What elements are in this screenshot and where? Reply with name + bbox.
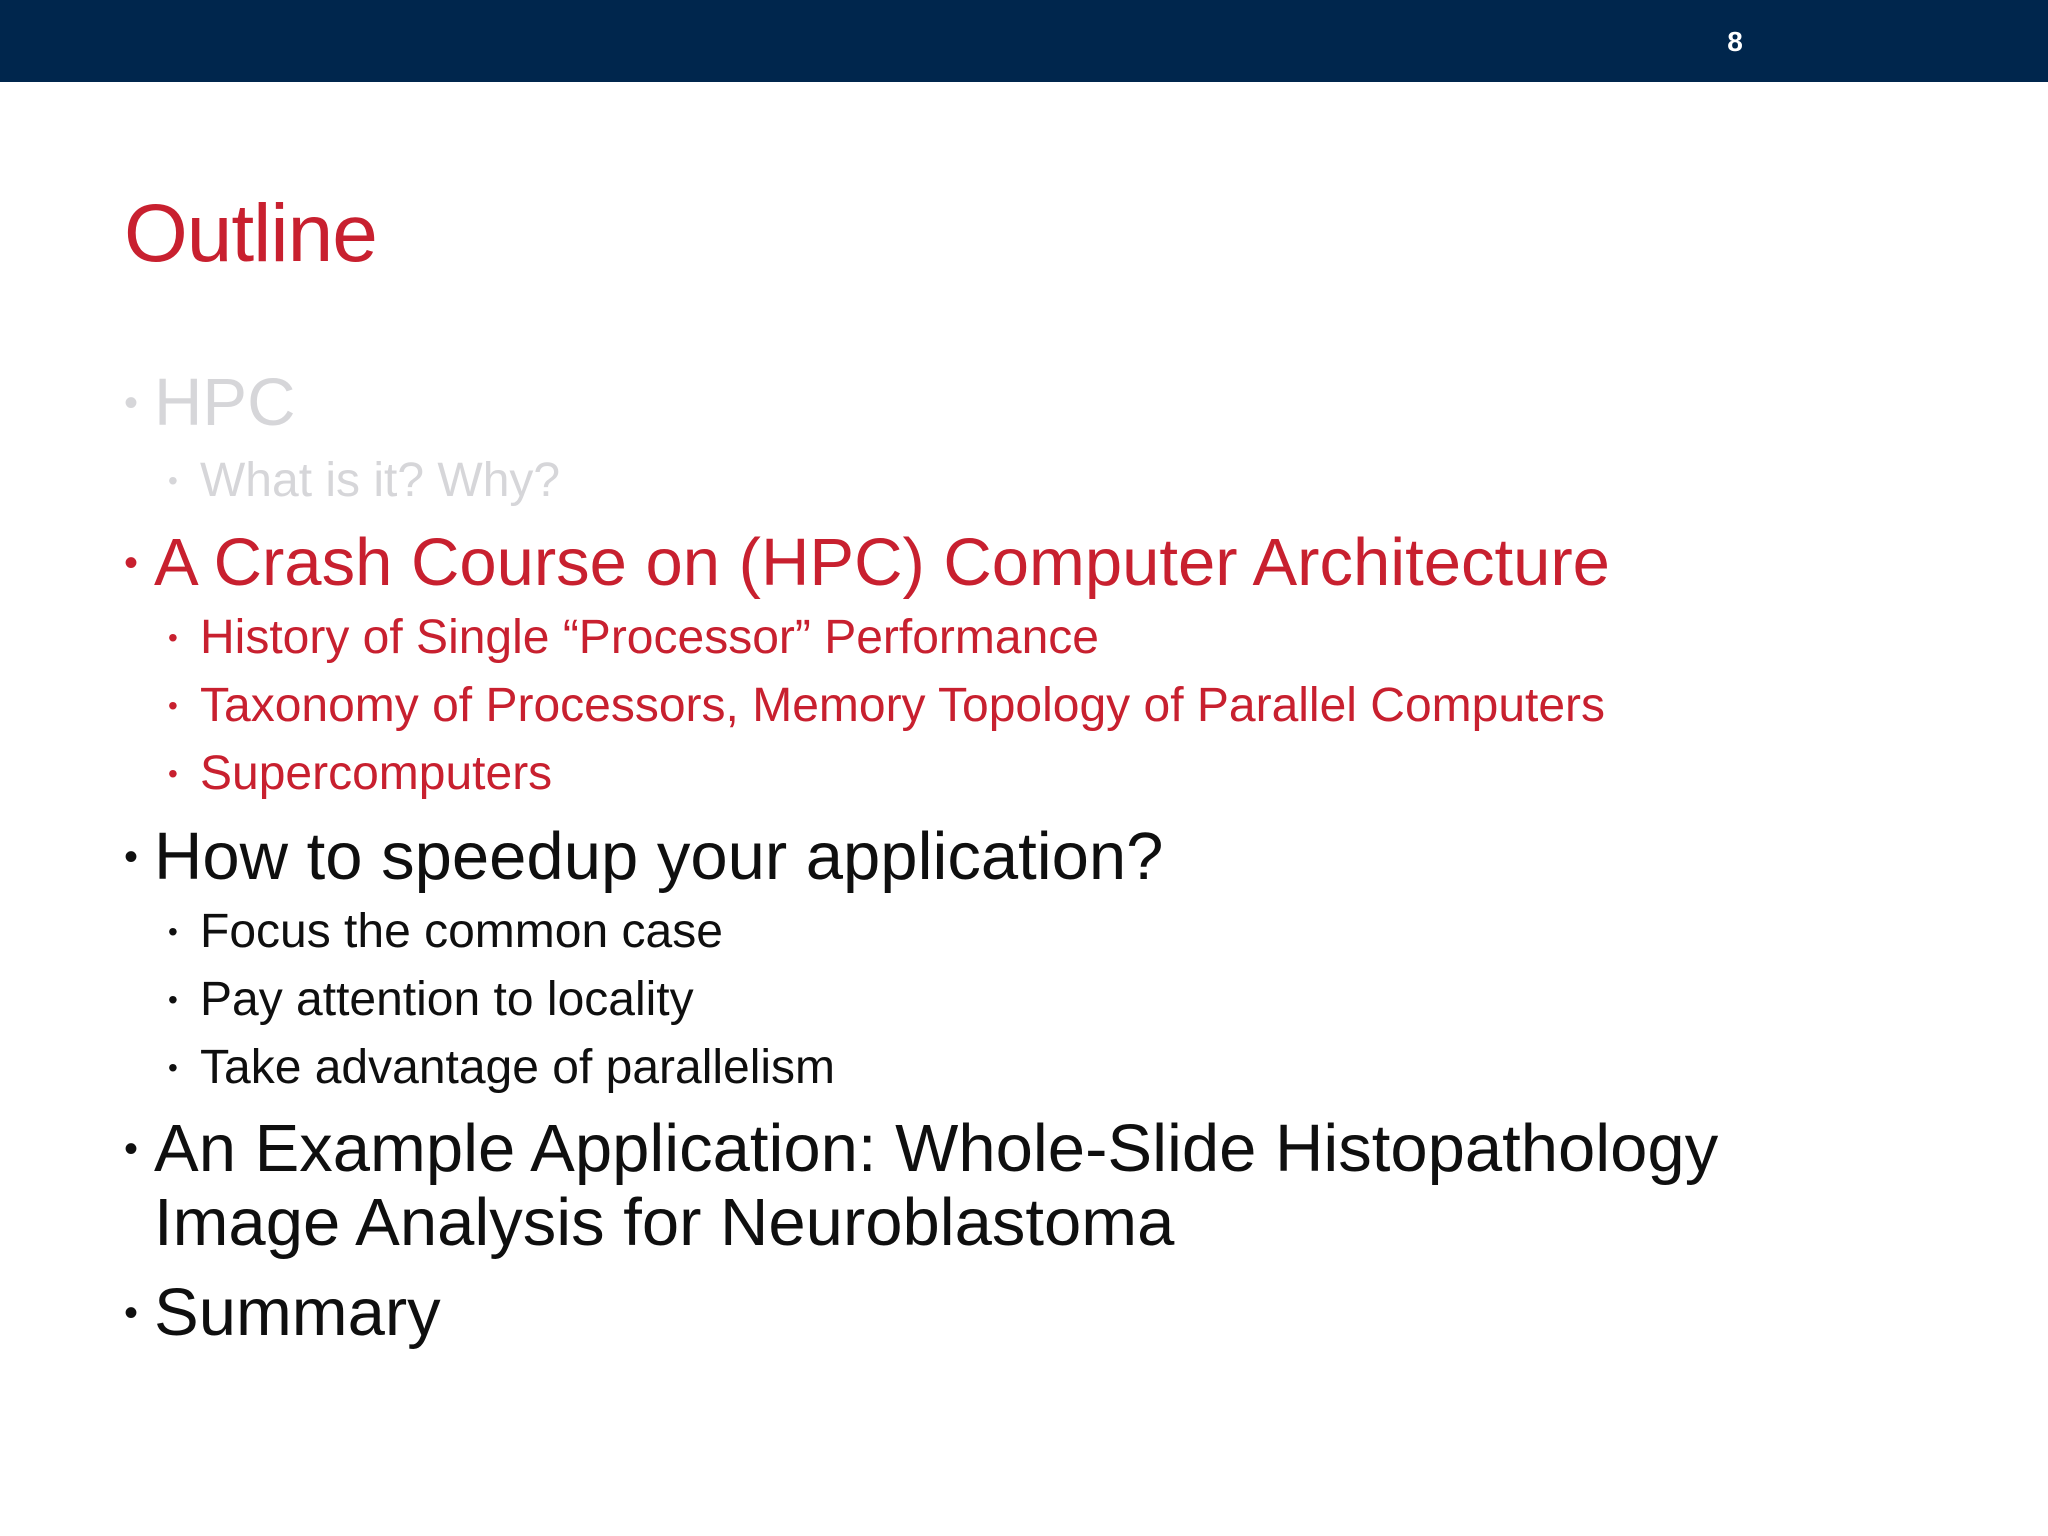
- outline-item-line: Image Analysis for Neuroblastoma: [154, 1185, 1175, 1260]
- outline-subitem: [168, 609, 1099, 667]
- outline-subitem-label: What is it? Why?: [200, 454, 561, 507]
- outline-subitem: [168, 677, 1605, 735]
- outline-item-label: Summary: [154, 1275, 441, 1350]
- outline-item-architecture: [124, 526, 1610, 600]
- header-bar: [0, 0, 2048, 82]
- bullet-icon: •: [124, 1291, 139, 1335]
- outline-item-speedup: [124, 820, 1163, 894]
- outline-item-label: [154, 1112, 1718, 1260]
- bullet-icon: •: [168, 758, 178, 789]
- outline-item-label: How to speedup your application?: [154, 819, 1164, 894]
- outline-item-hpc: [124, 366, 295, 440]
- bullet-icon: •: [124, 835, 139, 879]
- outline-subitem: [168, 745, 552, 803]
- outline-item-line: An Example Application: Whole-Slide Histopathology: [154, 1111, 1719, 1186]
- bullet-icon: •: [168, 622, 178, 653]
- slide-title: Outline: [124, 188, 377, 279]
- outline-subitem: [168, 903, 723, 961]
- bullet-icon: •: [168, 1052, 178, 1083]
- outline-subitem-label: Taxonomy of Processors, Memory Topology of Parallel Computers: [200, 679, 1606, 732]
- outline-subitem: [168, 1039, 835, 1097]
- outline-subitem: [168, 971, 694, 1029]
- bullet-icon: •: [124, 381, 139, 425]
- slide-number: 8: [1727, 26, 1743, 57]
- outline-subitem-label: Supercomputers: [200, 747, 553, 800]
- outline-subitem-label: Take advantage of parallelism: [200, 1041, 836, 1094]
- outline-item-summary: [124, 1276, 441, 1350]
- outline-item-label: HPC: [154, 365, 296, 440]
- outline-subitem: [168, 452, 560, 510]
- bullet-icon: •: [168, 465, 178, 496]
- bullet-icon: •: [168, 690, 178, 721]
- bullet-icon: •: [168, 984, 178, 1015]
- bullet-icon: •: [168, 916, 178, 947]
- outline-item-label: A Crash Course on (HPC) Computer Architecture: [154, 525, 1610, 600]
- bullet-icon: •: [124, 541, 139, 585]
- outline-subitem-label: History of Single “Processor” Performance: [200, 611, 1099, 664]
- outline-subitem-label: Focus the common case: [200, 905, 723, 958]
- outline-item-example: [124, 1112, 1718, 1260]
- bullet-icon: •: [124, 1127, 139, 1171]
- outline-subitem-label: Pay attention to locality: [200, 973, 694, 1026]
